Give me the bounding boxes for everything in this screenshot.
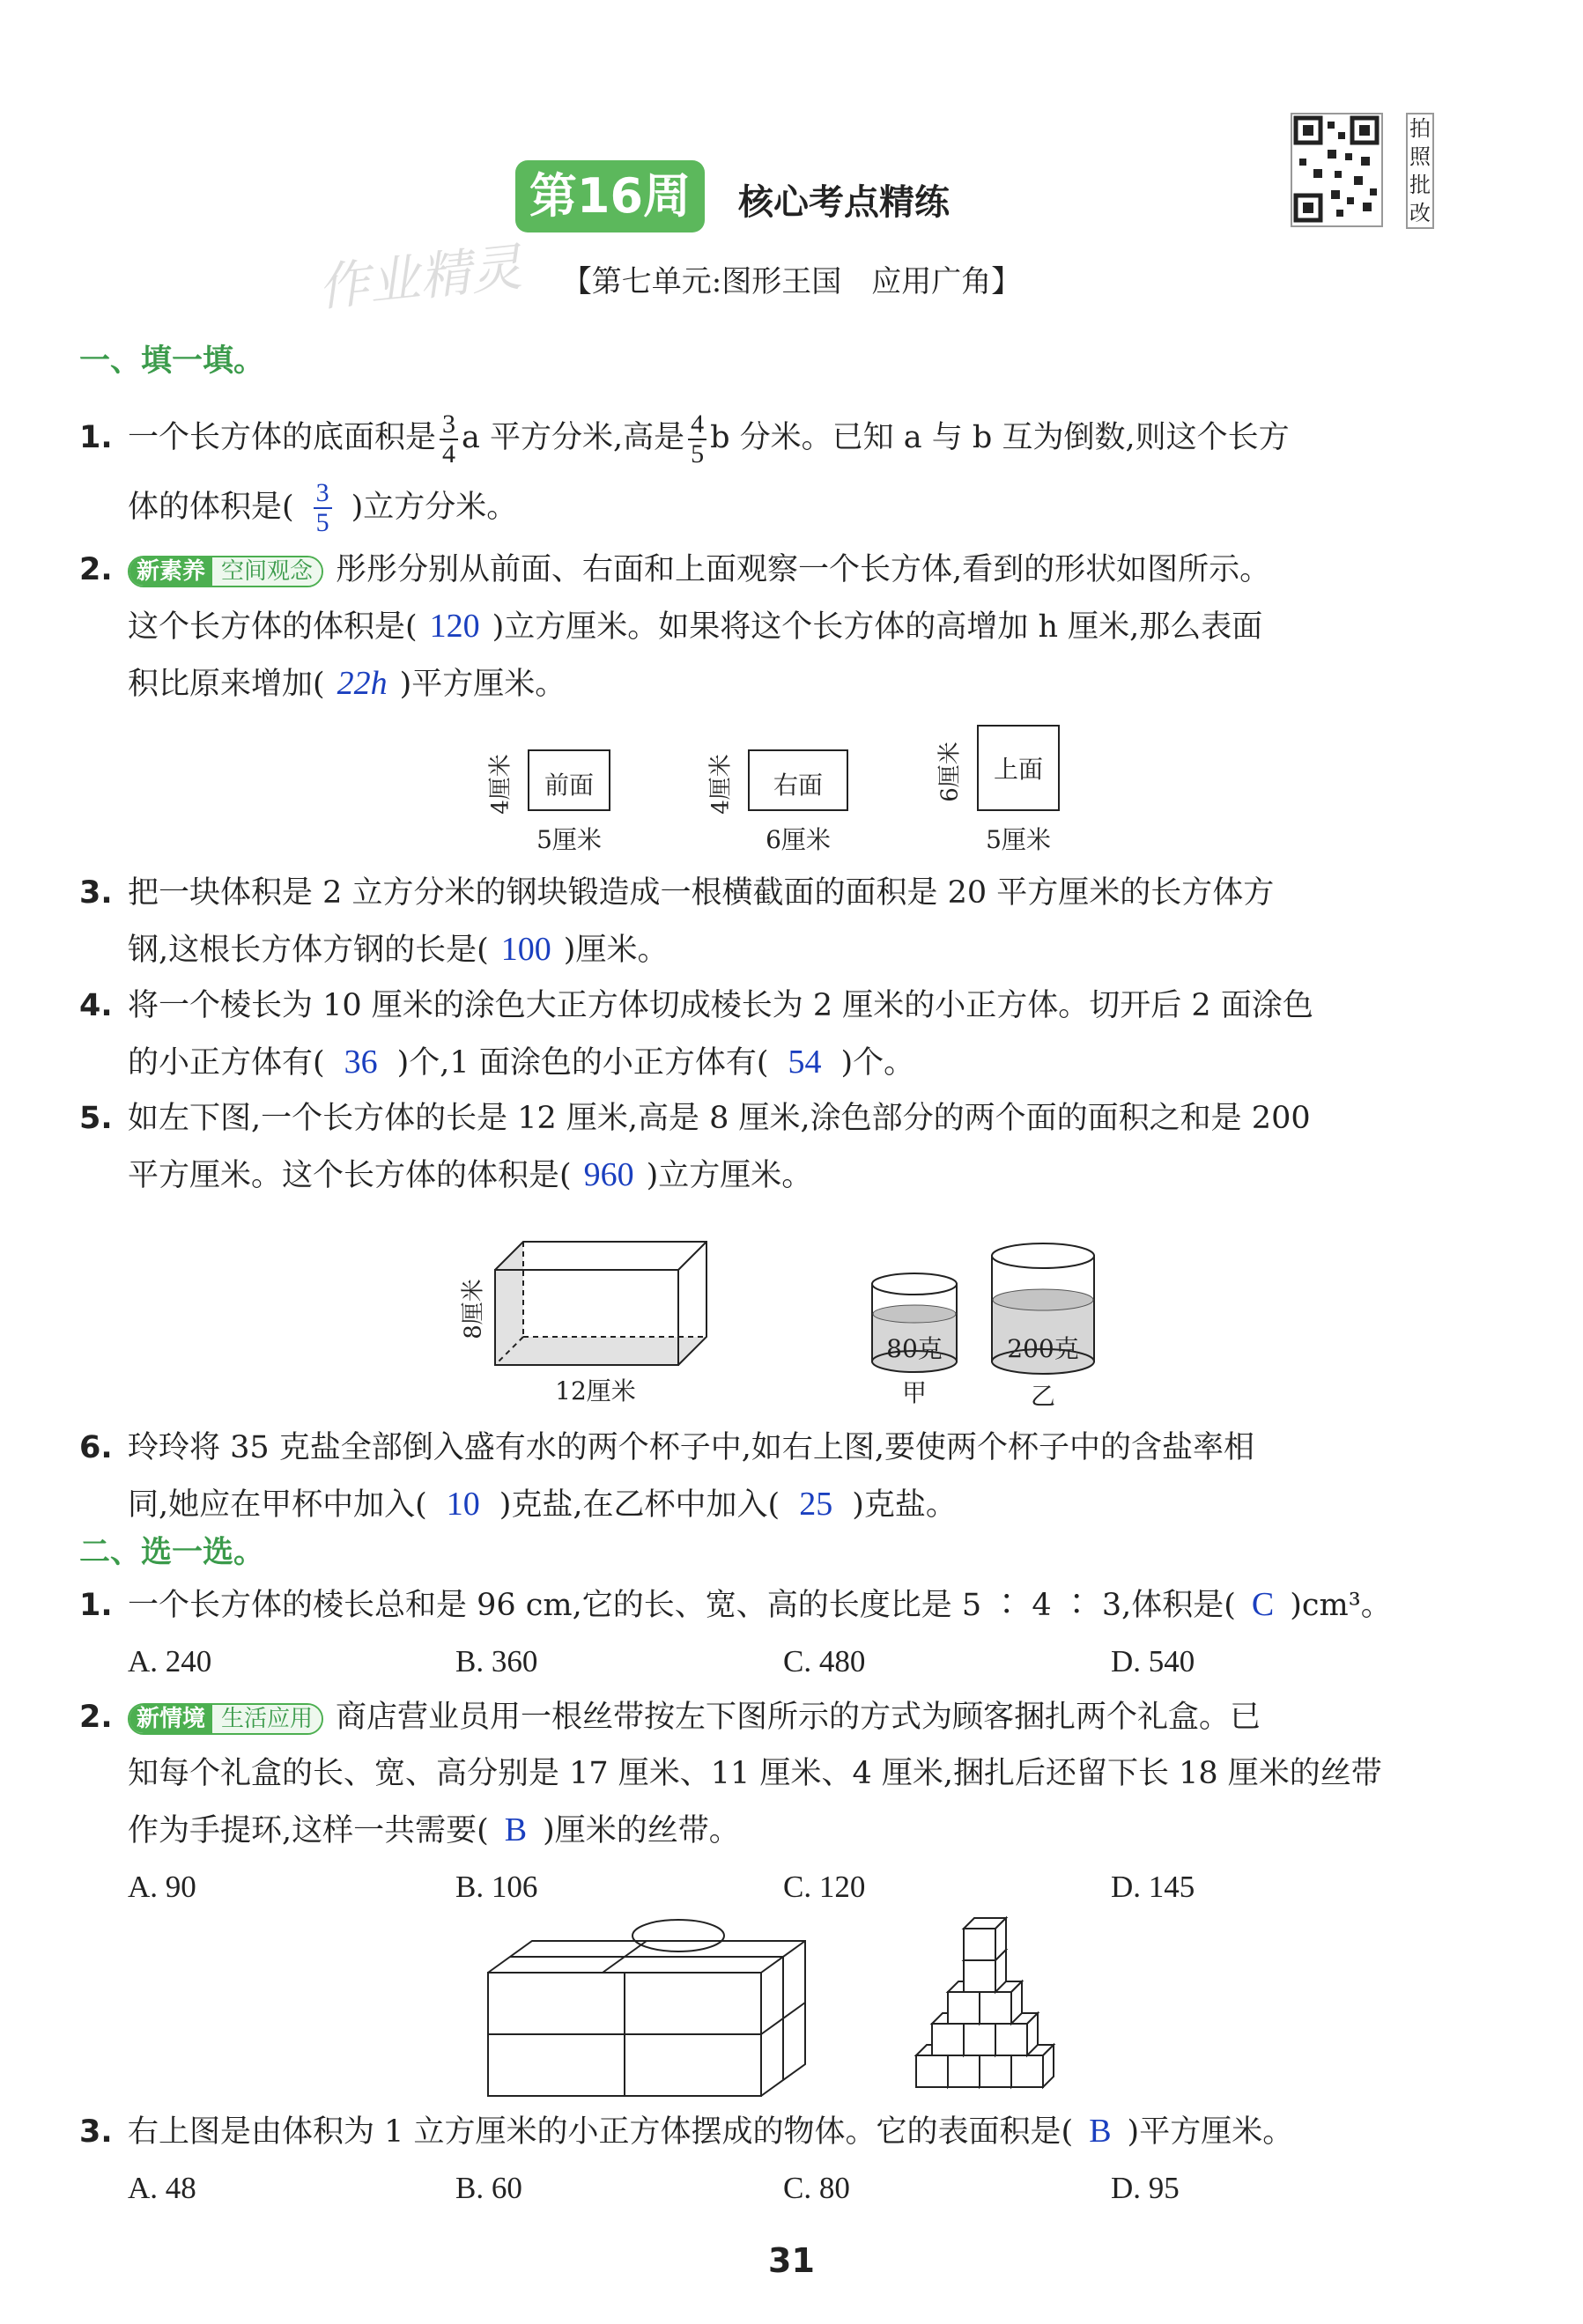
- q-text: )立方厘米。如果将这个长方体的高增加 h 厘米,那么表面: [492, 609, 1263, 645]
- answer: B: [504, 1811, 528, 1848]
- options: [79, 1859, 1454, 1915]
- option-c[interactable]: C. 120: [783, 1870, 866, 1904]
- q-text: 彤彤分别从前面、右面和上面观察一个长方体,看到的形状如图所示。: [336, 552, 1271, 587]
- option-c[interactable]: C. 480: [783, 1644, 866, 1678]
- q-text: )平方厘米。: [399, 667, 566, 702]
- s2-question-3: [79, 2103, 1454, 2217]
- q-number: 2.: [79, 552, 113, 587]
- watermark: 作业精灵: [314, 237, 525, 318]
- q-text: 把一块体积是 2 立方分米的钢块锻造成一根横截面的面积是 20 平方厘米的长方体方: [128, 875, 1275, 911]
- q-number: 1.: [79, 420, 113, 455]
- q-text: 平方厘米。这个长方体的体积是(: [128, 1158, 572, 1193]
- q-number: 1.: [79, 1588, 113, 1623]
- answer: 54: [788, 1044, 822, 1081]
- q-text: 同,她应在甲杯中加入(: [128, 1487, 427, 1523]
- tag-badge: 新素养 空间观念: [128, 556, 323, 587]
- q-text: )立方分米。: [351, 489, 518, 525]
- q-text: 如左下图,一个长方体的长是 12 厘米,高是 8 厘米,涂色部分的两个面的面积之和是 200: [128, 1101, 1311, 1136]
- answer: 10: [446, 1486, 480, 1523]
- answer: C: [1251, 1586, 1275, 1623]
- s1-question-1: [79, 409, 1454, 537]
- view-label: 前面: [544, 771, 594, 800]
- view-bottom-label: 6厘米: [766, 825, 831, 854]
- q-text: )克盐,在乙杯中加入(: [499, 1487, 780, 1523]
- option-b[interactable]: B. 106: [455, 1870, 538, 1904]
- answer: B: [1089, 2113, 1112, 2150]
- s2-question-1: [79, 1576, 1454, 1690]
- q-number: 6.: [79, 1430, 113, 1465]
- view-side-label: 4厘米: [707, 754, 735, 815]
- q-text: 右上图是由体积为 1 立方厘米的小正方体摆成的物体。它的表面积是(: [128, 2114, 1074, 2150]
- box-side-label: 8厘米: [460, 1279, 487, 1339]
- answer-fraction: $\frac{3}{5}$: [314, 479, 332, 537]
- q-text: )cm³。: [1290, 1588, 1392, 1623]
- fraction: $\frac{3}{4}$: [440, 410, 458, 468]
- s1-question-3: [79, 865, 1454, 978]
- view-label: 右面: [773, 771, 823, 800]
- option-d[interactable]: D. 95: [1111, 2171, 1180, 2205]
- q-text: 积比原来增加(: [128, 667, 325, 702]
- q-number: 2.: [79, 1700, 113, 1735]
- s1-question-5: [79, 1090, 1454, 1204]
- s1-question-2: [79, 542, 1454, 712]
- option-a[interactable]: A. 240: [128, 1644, 212, 1678]
- cup-name: 乙: [1030, 1382, 1055, 1411]
- qr-caption: 拍照批改: [1406, 113, 1434, 229]
- q-text: 的小正方体有(: [128, 1045, 325, 1081]
- view-label: 上面: [993, 755, 1043, 784]
- section-1-title: 一、填一填。: [79, 343, 265, 379]
- q-text: 体的体积是(: [128, 489, 294, 525]
- gift-boxes: [488, 1920, 805, 2096]
- q-text: )立方厘米。: [646, 1158, 813, 1193]
- option-d[interactable]: D. 540: [1111, 1644, 1195, 1678]
- answer: 25: [799, 1486, 833, 1523]
- cup-name: 甲: [901, 1378, 927, 1407]
- q-text: 商店营业员用一根丝带按左下图所示的方式为顾客捆扎两个礼盒。已: [336, 1700, 1261, 1735]
- option-c[interactable]: C. 80: [783, 2171, 850, 2205]
- q-text: 作为手提环,这样一共需要(: [128, 1813, 489, 1848]
- q-text: 一个长方体的棱长总和是 96 cm,它的长、宽、高的长度比是 5 ∶ 4 ∶ 3,体积是(: [128, 1588, 1236, 1623]
- s1-question-4: [79, 978, 1454, 1091]
- q-text: )厘米。: [563, 933, 669, 968]
- stacked-cubes: [916, 1918, 1054, 2087]
- q-number: 3.: [79, 2114, 113, 2150]
- page-number: 31: [768, 2241, 815, 2280]
- option-d[interactable]: D. 145: [1111, 1870, 1195, 1904]
- q-number: 4.: [79, 988, 113, 1023]
- q-text: 钢,这根长方体方钢的长是(: [128, 933, 489, 968]
- option-b[interactable]: B. 60: [455, 2171, 522, 2205]
- s1-question-6: [79, 1420, 1454, 1533]
- q-number: 5.: [79, 1101, 113, 1136]
- answer: 36: [344, 1044, 378, 1081]
- box-and-cups-figure: [458, 1215, 1128, 1409]
- view-bottom-label: 5厘米: [536, 825, 602, 854]
- q-text: 玲玲将 35 克盐全部倒入盛有水的两个杯子中,如右上图,要使两个杯子中的含盐率相: [128, 1430, 1255, 1465]
- answer: 22h: [337, 665, 388, 702]
- fraction: $\frac{4}{5}$: [688, 410, 706, 468]
- q-text: b 分米。已知 a 与 b 互为倒数,则这个长方: [710, 420, 1290, 455]
- cup-label: 80克: [886, 1334, 943, 1363]
- q-text: )个,1 面涂色的小正方体有(: [396, 1045, 769, 1081]
- q-text: )克盐。: [852, 1487, 957, 1523]
- option-b[interactable]: B. 360: [455, 1644, 538, 1678]
- view-side-label: 6厘米: [936, 741, 964, 802]
- tag-badge: 新情境 生活应用: [128, 1703, 323, 1735]
- q-text: 一个长方体的底面积是: [128, 420, 437, 455]
- s2-question-2: [79, 1689, 1454, 1915]
- box-bottom-label: 12厘米: [555, 1376, 636, 1405]
- q-text: )厘米的丝带。: [543, 1813, 740, 1848]
- answer: 120: [429, 608, 480, 645]
- q-text: 知每个礼盒的长、宽、高分别是 17 厘米、11 厘米、4 厘米,捆扎后还留下长 18 厘米的丝带: [128, 1756, 1382, 1791]
- option-a[interactable]: A. 90: [128, 1870, 196, 1904]
- q-text: )个。: [840, 1045, 915, 1081]
- gift-and-cubes-figure: [476, 1911, 1110, 2105]
- q-number: 3.: [79, 875, 113, 911]
- three-view-figure: [487, 715, 1110, 865]
- page-title: 核心考点精练: [738, 182, 950, 223]
- q-text: 将一个棱长为 10 厘米的涂色大正方体切成棱长为 2 厘米的小正方体。切开后 2 面涂色: [128, 988, 1313, 1023]
- q-text: 这个长方体的体积是(: [128, 609, 418, 645]
- options: [79, 2160, 1454, 2217]
- option-a[interactable]: A. 48: [128, 2171, 196, 2205]
- week-badge: 第16周: [515, 160, 705, 232]
- unit-subtitle: 【第七单元:图形王国 应用广角】: [561, 264, 1022, 299]
- q-text: a 平方分米,高是: [462, 420, 685, 455]
- view-side-label: 4厘米: [487, 754, 514, 815]
- options: [79, 1634, 1454, 1690]
- view-bottom-label: 5厘米: [986, 825, 1051, 854]
- answer: 100: [500, 931, 551, 968]
- cup-label: 200克: [1007, 1334, 1079, 1363]
- answer: 960: [583, 1156, 634, 1193]
- section-2-title: 二、选一选。: [79, 1535, 265, 1570]
- qr-code-icon[interactable]: [1291, 113, 1383, 227]
- q-text: )平方厘米。: [1127, 2114, 1294, 2150]
